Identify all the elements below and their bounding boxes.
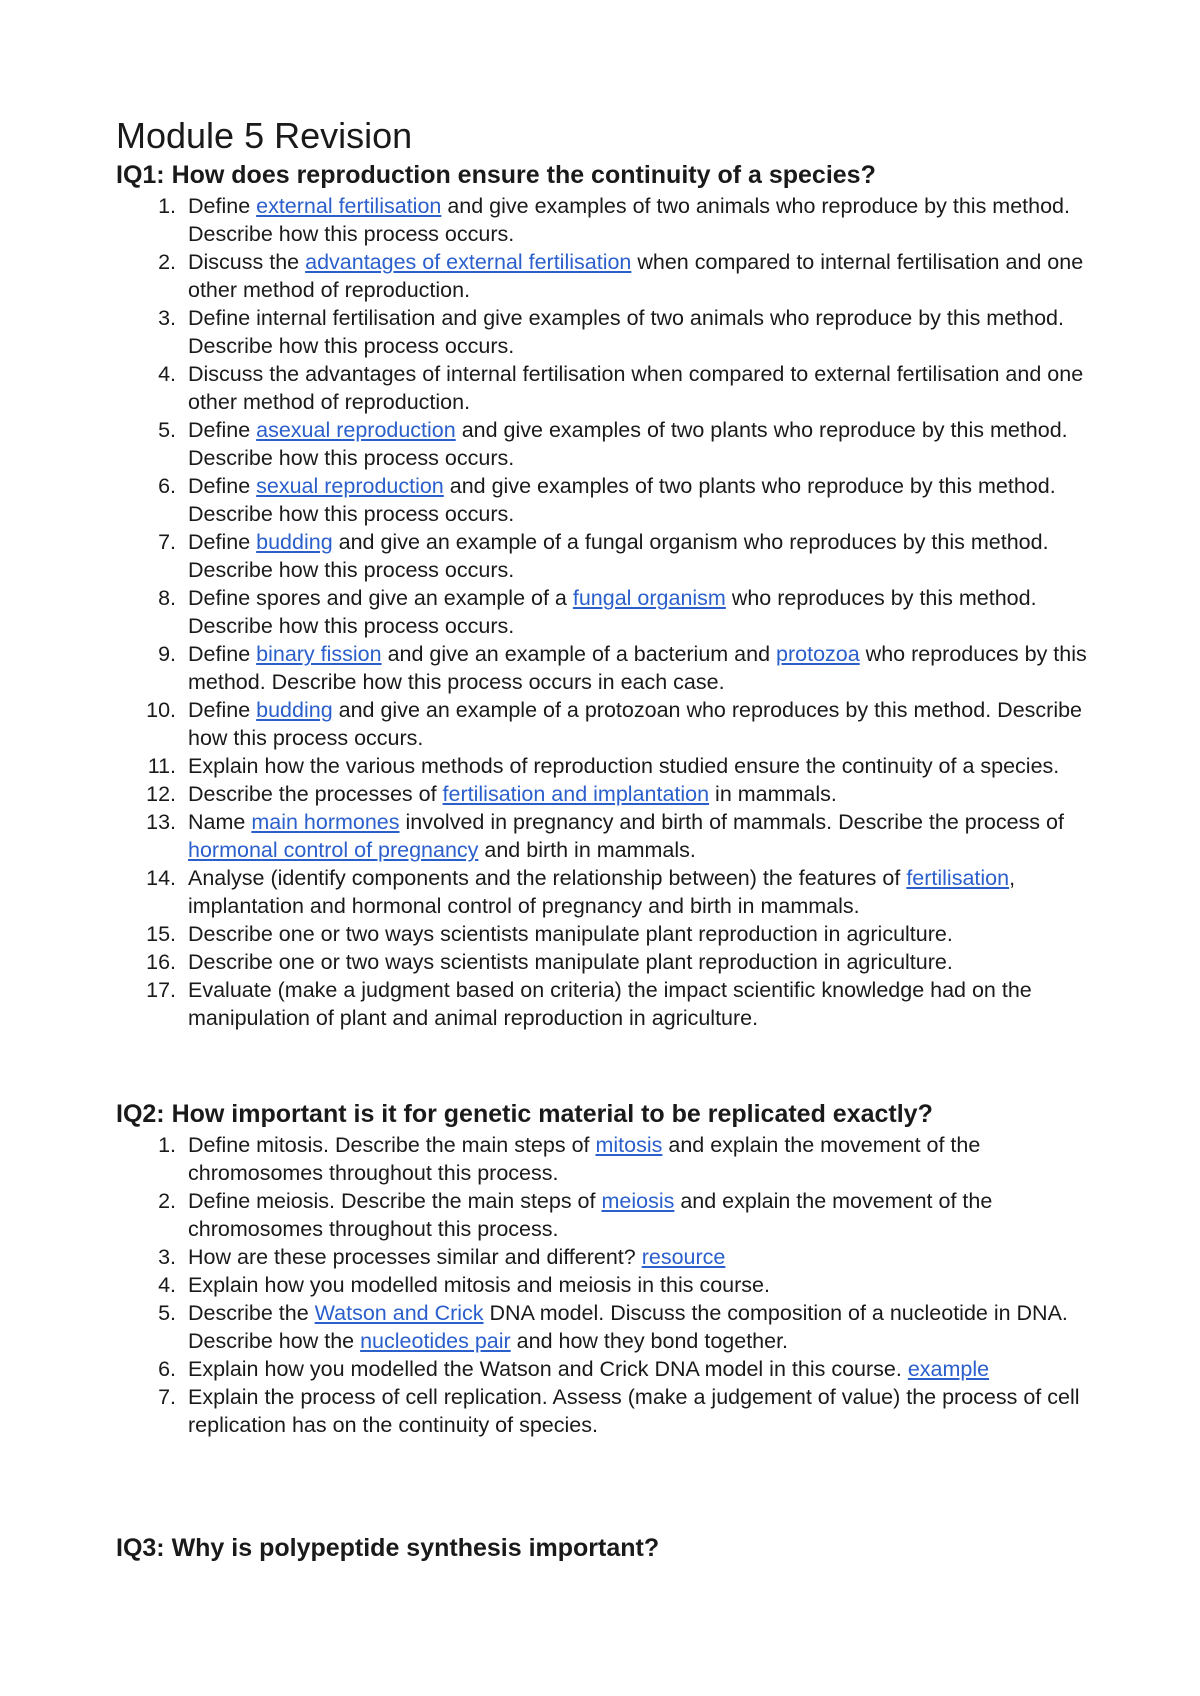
hyperlink[interactable]: fertilisation	[906, 866, 1010, 890]
list-item-number: 6.	[158, 1357, 176, 1381]
list-item-text: and give examples of two animals who reproduce by this method. Describe how this process occurs.	[188, 194, 1070, 246]
hyperlink[interactable]: asexual reproduction	[256, 418, 456, 442]
hyperlink[interactable]: budding	[256, 530, 333, 554]
list-item-text: and explain the movement of the chromosomes throughout this process.	[188, 1133, 981, 1185]
list-item-text: Explain how you modelled the Watson and Crick DNA model in this course.	[188, 1357, 908, 1381]
list-item-text: involved in pregnancy and birth of mammals. Describe the process of	[399, 810, 1064, 834]
list-item-text: Describe the	[188, 1301, 315, 1325]
list-item	[116, 192, 1116, 248]
list-item	[116, 1187, 1116, 1243]
hyperlink[interactable]: main hormones	[251, 810, 400, 834]
list-item	[116, 1383, 1116, 1439]
list-item-text: Define	[188, 698, 257, 722]
question-list-iq2	[116, 1131, 1116, 1439]
list-item-text: Name	[188, 810, 252, 834]
hyperlink[interactable]: fertilisation and implantation	[442, 782, 710, 806]
hyperlink[interactable]: binary fission	[256, 642, 382, 666]
list-item	[116, 696, 1116, 752]
list-item-text: and explain the movement of the chromosomes throughout this process.	[188, 1189, 993, 1241]
list-item-text: Define internal fertilisation and give examples of two animals who reproduce by this method. Describe how this process occurs.	[188, 306, 1064, 358]
list-item-text: Define	[188, 474, 257, 498]
list-item-number: 16.	[146, 950, 176, 974]
list-item-text: Define	[188, 642, 257, 666]
list-item-text: in mammals.	[709, 782, 837, 806]
list-item-number: 10.	[146, 698, 176, 722]
list-item-text: , implantation and hormonal control of pregnancy and birth in mammals.	[188, 866, 1016, 918]
list-item	[116, 920, 1116, 948]
hyperlink[interactable]: protozoa	[776, 642, 860, 666]
list-item-number: 9.	[158, 642, 176, 666]
list-item-text: and give an example of a bacterium and	[381, 642, 777, 666]
hyperlink[interactable]: Watson and Crick	[314, 1301, 484, 1325]
hyperlink[interactable]: budding	[256, 698, 333, 722]
list-item-text: and give an example of a fungal organism who reproduces by this method. Describe how this process occurs.	[188, 530, 1049, 582]
list-item-text: and give examples of two plants who reproduce by this method. Describe how this process occurs.	[188, 474, 1056, 526]
list-item	[116, 1131, 1116, 1187]
hyperlink[interactable]: resource	[641, 1245, 726, 1269]
list-item-text: Define mitosis. Describe the main steps of	[188, 1133, 596, 1157]
list-item-number: 1.	[158, 194, 176, 218]
list-item-number: 6.	[158, 474, 176, 498]
list-item-number: 2.	[158, 250, 176, 274]
list-item-text: who reproduces by this method. Describe how this process occurs in each case.	[188, 642, 1087, 694]
list-item-text: Evaluate (make a judgment based on criteria) the impact scientific knowledge had on the manipulation of plant and animal reproduction in agriculture.	[188, 978, 1032, 1030]
list-item	[116, 472, 1116, 528]
hyperlink[interactable]: fungal organism	[572, 586, 726, 610]
list-item-text: Describe the processes of	[188, 782, 443, 806]
list-item	[116, 584, 1116, 640]
list-item-text: and birth in mammals.	[478, 838, 696, 862]
list-item	[116, 976, 1116, 1032]
list-item	[116, 1355, 1116, 1383]
list-item-text: Explain the process of cell replication. Assess (make a judgement of value) the process of cell replication has on the continuity of species.	[188, 1385, 1080, 1437]
hyperlink[interactable]: external fertilisation	[256, 194, 442, 218]
list-item-text: Analyse (identify components and the relationship between) the features of	[188, 866, 907, 890]
list-item	[116, 528, 1116, 584]
hyperlink[interactable]: example	[907, 1357, 990, 1381]
list-item-text: Explain how you modelled mitosis and meiosis in this course.	[188, 1273, 770, 1297]
list-item-text: and give an example of a protozoan who reproduces by this method. Describe how this process occurs.	[188, 698, 1083, 750]
list-item-text: Define	[188, 418, 257, 442]
list-item	[116, 780, 1116, 808]
list-item-text: Define spores and give an example of a	[188, 586, 573, 610]
list-item-number: 7.	[158, 530, 176, 554]
list-item	[116, 1271, 1116, 1299]
hyperlink[interactable]: mitosis	[595, 1133, 663, 1157]
list-item	[116, 1299, 1116, 1355]
list-item-number: 15.	[146, 922, 176, 946]
list-item-text: when compared to internal fertilisation and one other method of reproduction.	[188, 250, 1084, 302]
list-item-number: 3.	[158, 1245, 176, 1269]
list-item-number: 13.	[146, 810, 176, 834]
list-item-text: Describe one or two ways scientists manipulate plant reproduction in agriculture.	[188, 950, 953, 974]
list-item-number: 14.	[146, 866, 176, 890]
list-item-number: 11.	[147, 754, 176, 778]
list-item	[116, 248, 1116, 304]
list-item-number: 2.	[158, 1189, 176, 1213]
list-item	[116, 304, 1116, 360]
list-item-text: Describe one or two ways scientists manipulate plant reproduction in agriculture.	[188, 922, 953, 946]
list-item-text: and how they bond together.	[510, 1329, 789, 1353]
list-item	[116, 640, 1116, 696]
list-item-number: 8.	[158, 586, 176, 610]
list-item-number: 3.	[158, 306, 176, 330]
list-item-number: 4.	[158, 362, 176, 386]
list-item	[116, 1243, 1116, 1271]
list-item-text: who reproduces by this method. Describe how this process occurs.	[188, 586, 1037, 638]
list-item-text: Define meiosis. Describe the main steps of	[188, 1189, 602, 1213]
list-item	[116, 808, 1116, 864]
list-item-text: Discuss the	[188, 250, 306, 274]
list-item	[116, 752, 1116, 780]
hyperlink[interactable]: hormonal control of pregnancy	[188, 838, 479, 862]
list-item	[116, 948, 1116, 976]
list-item-text: Discuss the advantages of internal fertilisation when compared to external fertilisation and one other method of reproduction.	[188, 362, 1084, 414]
list-item	[116, 416, 1116, 472]
list-item-number: 1.	[158, 1133, 176, 1157]
page-title: Module 5 Revision	[116, 115, 413, 156]
section-heading-iq2: IQ2: How important is it for genetic material to be replicated exactly?	[116, 1100, 933, 1128]
list-item-number: 5.	[158, 418, 176, 442]
list-item-number: 4.	[158, 1273, 176, 1297]
section-heading-iq1: IQ1: How does reproduction ensure the continuity of a species?	[116, 161, 876, 189]
hyperlink[interactable]: meiosis	[601, 1189, 675, 1213]
list-item-text: Explain how the various methods of reproduction studied ensure the continuity of a species.	[188, 754, 1060, 778]
list-item-number: 17.	[146, 978, 176, 1002]
hyperlink[interactable]: nucleotides pair	[360, 1329, 511, 1353]
list-item-text: Define	[188, 530, 257, 554]
list-item-number: 7.	[158, 1385, 176, 1409]
hyperlink[interactable]: sexual reproduction	[256, 474, 444, 498]
list-item	[116, 360, 1116, 416]
question-list-iq1	[116, 192, 1116, 1032]
hyperlink[interactable]: advantages of external fertilisation	[305, 250, 632, 274]
list-item-text: and give examples of two plants who reproduce by this method. Describe how this process occurs.	[188, 418, 1068, 470]
list-item-text: DNA model. Discuss the composition of a nucleotide in DNA. Describe how the	[188, 1301, 1068, 1353]
list-item-text: How are these processes similar and different?	[188, 1245, 642, 1269]
list-item-number: 12.	[146, 782, 176, 806]
list-item-number: 5.	[158, 1301, 176, 1325]
list-item-text: Define	[188, 194, 257, 218]
section-heading-iq3: IQ3: Why is polypeptide synthesis important?	[116, 1534, 660, 1562]
list-item	[116, 864, 1116, 920]
